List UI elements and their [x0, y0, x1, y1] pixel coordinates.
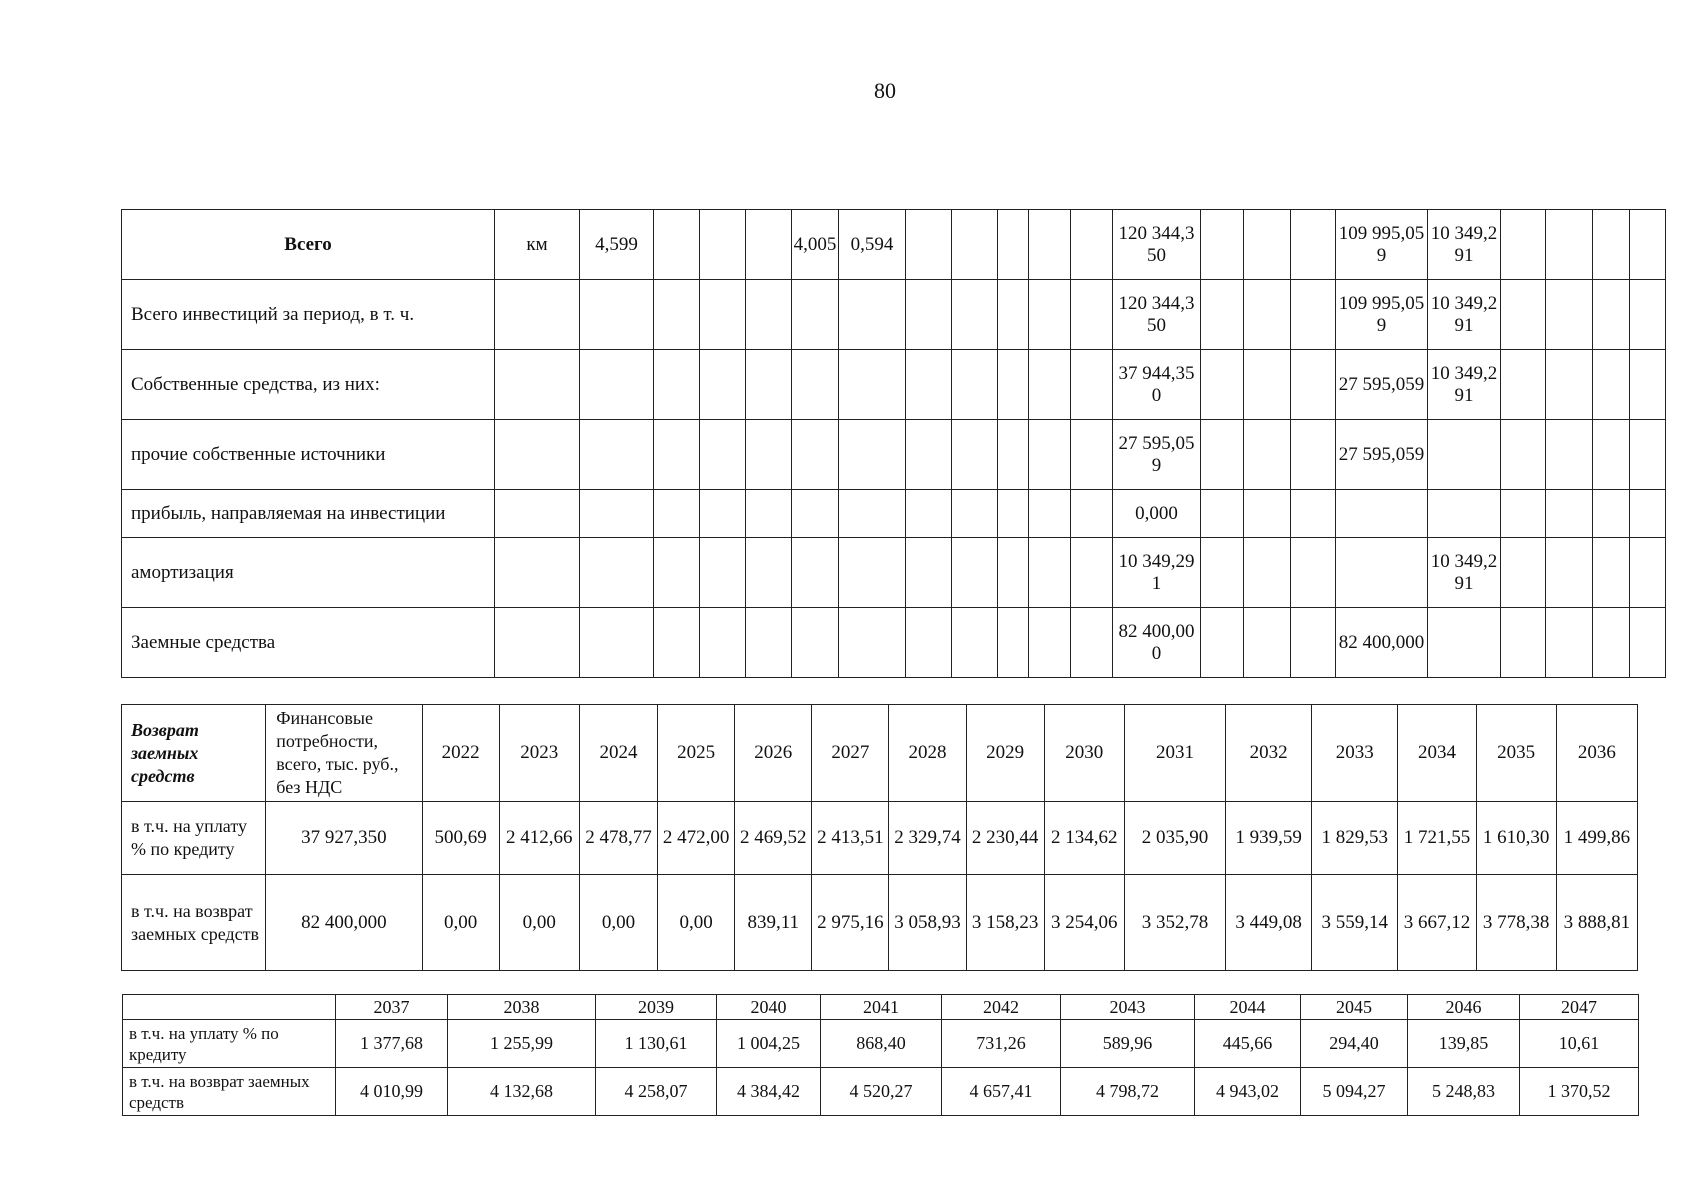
year-header: 2044: [1195, 995, 1301, 1020]
total-cell: 27 595,059: [1113, 420, 1201, 490]
unit-cell: [495, 608, 580, 678]
value-cell: 2 329,74: [889, 802, 966, 875]
value-cell: 2 035,90: [1124, 802, 1225, 875]
value-cell: [1593, 210, 1630, 280]
value-cell: 1 939,59: [1226, 802, 1312, 875]
value-cell: [952, 280, 998, 350]
value-cell: [700, 350, 746, 420]
value-cell: [1244, 210, 1291, 280]
value-cell: [1546, 350, 1593, 420]
value-cell: 2 478,77: [579, 802, 657, 875]
value-cell: 1 004,25: [717, 1020, 821, 1068]
value-cell: [839, 350, 906, 420]
value-cell: [1071, 210, 1113, 280]
value-cell: 4 132,68: [448, 1068, 596, 1116]
value-cell: 4 010,99: [336, 1068, 448, 1116]
table-header-row: [122, 705, 1638, 802]
value-cell: [952, 350, 998, 420]
total-cell: 82 400,000: [266, 875, 422, 971]
year-header: 2026: [735, 705, 812, 802]
value-cell: 3 888,81: [1556, 875, 1637, 971]
unit-cell: [495, 420, 580, 490]
year-header: 2038: [448, 995, 596, 1020]
value-cell: 589,96: [1061, 1020, 1195, 1068]
unit-cell: [495, 280, 580, 350]
value-cell: [998, 210, 1029, 280]
value-cell: [1630, 350, 1666, 420]
total-cell: 120 344,350: [1113, 280, 1201, 350]
value-cell: [1630, 538, 1666, 608]
value-cell: [906, 280, 952, 350]
value-cell: [1029, 608, 1071, 678]
value-cell-2034: 10 349,291: [1428, 280, 1501, 350]
value-cell: 3 667,12: [1398, 875, 1476, 971]
year-header: 2031: [1124, 705, 1225, 802]
value-cell: [1291, 210, 1336, 280]
value-cell: 2 975,16: [812, 875, 889, 971]
row-label: Всего: [122, 210, 495, 280]
value-cell: 1 130,61: [596, 1020, 717, 1068]
value-cell-2034: 10 349,291: [1428, 538, 1501, 608]
value-cell: 4 258,07: [596, 1068, 717, 1116]
value-cell: [839, 490, 906, 538]
value-cell: 4 657,41: [942, 1068, 1061, 1116]
value-cell: [1501, 280, 1546, 350]
value-cell: [1593, 490, 1630, 538]
value-cell: 839,11: [735, 875, 812, 971]
total-cell: 37 944,350: [1113, 350, 1201, 420]
value-cell-2033: 109 995,059: [1336, 280, 1428, 350]
value-cell: [1291, 538, 1336, 608]
value-cell: 3 254,06: [1044, 875, 1124, 971]
year-header: 2045: [1301, 995, 1408, 1020]
corner-header: Возврат заемных средств: [122, 705, 266, 802]
value-cell: 294,40: [1301, 1020, 1408, 1068]
value-cell: [839, 608, 906, 678]
value-cell: [1593, 608, 1630, 678]
value-cell: 445,66: [1195, 1020, 1301, 1068]
value-cell: [580, 420, 654, 490]
value-cell-2033: 27 595,059: [1336, 420, 1428, 490]
value-cell-2033: 109 995,059: [1336, 210, 1428, 280]
year-header: 2042: [942, 995, 1061, 1020]
value-cell: [746, 538, 792, 608]
year-header: 2037: [336, 995, 448, 1020]
value-cell: [654, 420, 700, 490]
value-cell-2033: [1336, 538, 1428, 608]
value-cell: [700, 608, 746, 678]
value-cell: [1244, 350, 1291, 420]
page-number: 80: [874, 78, 896, 103]
table-header-row: [123, 995, 1639, 1020]
value-cell: [998, 608, 1029, 678]
value-cell: [1593, 420, 1630, 490]
value-cell: [1029, 538, 1071, 608]
value-cell: [1291, 608, 1336, 678]
row-label: в т.ч. на уплату % по кредиту: [122, 802, 266, 875]
value-cell: [1244, 280, 1291, 350]
value-cell: [580, 608, 654, 678]
table-row: [123, 1020, 1639, 1068]
value-cell: [792, 490, 839, 538]
value-cell: [839, 538, 906, 608]
year-header: 2027: [812, 705, 889, 802]
total-cell: 82 400,000: [1113, 608, 1201, 678]
value-cell: [580, 490, 654, 538]
value-cell: [1546, 490, 1593, 538]
table-row: [122, 420, 1666, 490]
value-cell: [746, 210, 792, 280]
year-header: 2028: [889, 705, 966, 802]
value-cell: [1546, 280, 1593, 350]
value-cell: [1593, 538, 1630, 608]
value-cell: [746, 608, 792, 678]
value-cell: [1291, 350, 1336, 420]
value-cell: 2 134,62: [1044, 802, 1124, 875]
value-cell: [792, 420, 839, 490]
year-header: 2029: [966, 705, 1044, 802]
unit-cell: км: [495, 210, 580, 280]
value-cell: [1201, 210, 1244, 280]
value-cell: 868,40: [821, 1020, 942, 1068]
value-cell: [1244, 490, 1291, 538]
value-cell: 500,69: [422, 802, 499, 875]
value-cell: [580, 350, 654, 420]
unit-cell: [495, 490, 580, 538]
table-row: [122, 802, 1638, 875]
value-cell: 3 449,08: [1226, 875, 1312, 971]
value-cell: [580, 538, 654, 608]
value-cell: [1244, 608, 1291, 678]
value-cell: [1071, 490, 1113, 538]
value-cell: 3 352,78: [1124, 875, 1225, 971]
table-row: [122, 538, 1666, 608]
value-cell: [998, 538, 1029, 608]
value-cell: [1501, 350, 1546, 420]
value-cell: [1630, 490, 1666, 538]
value-cell: 0,00: [422, 875, 499, 971]
value-cell: [906, 490, 952, 538]
value-cell: [746, 420, 792, 490]
value-cell: [1201, 538, 1244, 608]
value-cell: [700, 490, 746, 538]
value-cell: [1593, 280, 1630, 350]
value-cell: 731,26: [942, 1020, 1061, 1068]
value-cell: [1029, 490, 1071, 538]
value-cell: [1201, 608, 1244, 678]
value-cell: [952, 490, 998, 538]
value-cell: [792, 280, 839, 350]
value-cell: [700, 538, 746, 608]
year-header: 2043: [1061, 995, 1195, 1020]
year-header: 2024: [579, 705, 657, 802]
total-cell: 10 349,291: [1113, 538, 1201, 608]
value-cell: [654, 490, 700, 538]
value-cell-2034: [1428, 420, 1501, 490]
value-cell: [1029, 210, 1071, 280]
year-header: 2039: [596, 995, 717, 1020]
value-cell: [998, 420, 1029, 490]
row-label: в т.ч. на возврат заемных средств: [122, 875, 266, 971]
row-label: Собственные средства, из них:: [122, 350, 495, 420]
value-cell: [1029, 420, 1071, 490]
value-cell: 5 248,83: [1408, 1068, 1520, 1116]
value-cell: 1 499,86: [1556, 802, 1637, 875]
value-cell: [746, 490, 792, 538]
year-header: 2034: [1398, 705, 1476, 802]
year-header: 2046: [1408, 995, 1520, 1020]
value-cell: 1 610,30: [1476, 802, 1556, 875]
row-label: в т.ч. на уплату % по кредиту: [123, 1020, 336, 1068]
value-cell: [1029, 350, 1071, 420]
unit-cell: [495, 350, 580, 420]
value-cell: [906, 350, 952, 420]
value-cell: 0,00: [499, 875, 579, 971]
value-cell: [792, 538, 839, 608]
value-cell-2034: [1428, 490, 1501, 538]
year-header: 2023: [499, 705, 579, 802]
value-cell: 4 798,72: [1061, 1068, 1195, 1116]
value-cell: [1071, 280, 1113, 350]
value-cell: [1630, 280, 1666, 350]
row-label: прибыль, направляемая на инвестиции: [122, 490, 495, 538]
value-cell: 5 094,27: [1301, 1068, 1408, 1116]
value-cell: 0,594: [839, 210, 906, 280]
value-cell: [654, 608, 700, 678]
value-cell: [1071, 420, 1113, 490]
value-cell: 2 472,00: [658, 802, 735, 875]
year-header: 2040: [717, 995, 821, 1020]
year-header: 2030: [1044, 705, 1124, 802]
value-cell: [654, 280, 700, 350]
value-cell: [1593, 350, 1630, 420]
value-cell: [1244, 538, 1291, 608]
table-row: [122, 608, 1666, 678]
value-cell: [1201, 280, 1244, 350]
value-cell-2033: [1336, 490, 1428, 538]
value-cell: 2 412,66: [499, 802, 579, 875]
value-cell: 1 255,99: [448, 1020, 596, 1068]
value-cell: [700, 420, 746, 490]
value-cell: [1546, 538, 1593, 608]
total-cell: 37 927,350: [266, 802, 422, 875]
value-cell: [1244, 420, 1291, 490]
year-header: 2025: [658, 705, 735, 802]
value-cell: [654, 538, 700, 608]
value-cell: 2 230,44: [966, 802, 1044, 875]
value-cell: [1630, 608, 1666, 678]
total-cell: 120 344,350: [1113, 210, 1201, 280]
value-cell: [839, 280, 906, 350]
value-cell: [1291, 420, 1336, 490]
total-cell: 0,000: [1113, 490, 1201, 538]
value-cell: [839, 420, 906, 490]
value-cell: [1501, 538, 1546, 608]
year-header: 2041: [821, 995, 942, 1020]
value-cell: 1 377,68: [336, 1020, 448, 1068]
value-cell: 1 370,52: [1520, 1068, 1639, 1116]
value-cell: [746, 350, 792, 420]
year-header: 2047: [1520, 995, 1639, 1020]
value-cell: [580, 280, 654, 350]
value-cell: 3 559,14: [1312, 875, 1398, 971]
value-cell: [906, 608, 952, 678]
table-row: [122, 875, 1638, 971]
value-cell: 3 158,23: [966, 875, 1044, 971]
value-cell: [700, 280, 746, 350]
value-cell: [1630, 210, 1666, 280]
value-cell: [952, 608, 998, 678]
value-cell: [654, 350, 700, 420]
value-cell: [1201, 490, 1244, 538]
value-cell: [792, 608, 839, 678]
year-header: 2032: [1226, 705, 1312, 802]
value-cell: [1501, 490, 1546, 538]
value-cell-2034: 10 349,291: [1428, 210, 1501, 280]
value-cell: [906, 538, 952, 608]
value-cell: [1630, 420, 1666, 490]
row-label: Всего инвестиций за период, в т. ч.: [122, 280, 495, 350]
row-label: в т.ч. на возврат заемных средств: [123, 1068, 336, 1116]
value-cell: 3 058,93: [889, 875, 966, 971]
value-cell: [1546, 608, 1593, 678]
value-cell: [1029, 280, 1071, 350]
value-cell: 0,00: [658, 875, 735, 971]
year-header: 2022: [422, 705, 499, 802]
value-cell-2034: [1428, 608, 1501, 678]
value-cell-2033: 27 595,059: [1336, 350, 1428, 420]
value-cell: [1546, 420, 1593, 490]
value-cell: [998, 490, 1029, 538]
table-row: [122, 280, 1666, 350]
value-cell: [1201, 420, 1244, 490]
value-cell: 4,005: [792, 210, 839, 280]
value-cell: [1071, 538, 1113, 608]
value-cell: [746, 280, 792, 350]
table-row: [123, 1068, 1639, 1116]
value-cell: [654, 210, 700, 280]
year-header: 2033: [1312, 705, 1398, 802]
row-label: прочие собственные источники: [122, 420, 495, 490]
fin-needs-header: Финансовые потребности, всего, тыс. руб., без НДС: [266, 705, 422, 802]
value-cell: 139,85: [1408, 1020, 1520, 1068]
value-cell: 0,00: [579, 875, 657, 971]
investment-table: [121, 209, 1666, 678]
value-cell: [952, 538, 998, 608]
value-cell: [906, 210, 952, 280]
value-cell: [1291, 490, 1336, 538]
value-cell: [952, 420, 998, 490]
value-cell: 4 384,42: [717, 1068, 821, 1116]
value-cell: 2 413,51: [812, 802, 889, 875]
value-cell: [998, 350, 1029, 420]
table-row: [122, 490, 1666, 538]
value-cell: [1071, 608, 1113, 678]
value-cell: 10,61: [1520, 1020, 1639, 1068]
loan-repayment-table-continued: [122, 994, 1639, 1116]
value-cell: 1 721,55: [1398, 802, 1476, 875]
value-cell: [700, 210, 746, 280]
value-cell: [998, 280, 1029, 350]
table-row: [122, 350, 1666, 420]
value-cell: [792, 350, 839, 420]
value-cell: [1071, 350, 1113, 420]
row-label: Заемные средства: [122, 608, 495, 678]
value-cell-2033: 82 400,000: [1336, 608, 1428, 678]
year-header: 2035: [1476, 705, 1556, 802]
value-cell: [1501, 420, 1546, 490]
value-cell: [1546, 210, 1593, 280]
value-cell: 2 469,52: [735, 802, 812, 875]
unit-cell: [495, 538, 580, 608]
value-cell: 4 520,27: [821, 1068, 942, 1116]
table-row: [122, 210, 1666, 280]
value-cell: [1501, 210, 1546, 280]
value-cell: 4,599: [580, 210, 654, 280]
value-cell: 3 778,38: [1476, 875, 1556, 971]
value-cell: 4 943,02: [1195, 1068, 1301, 1116]
value-cell: [1501, 608, 1546, 678]
value-cell: [952, 210, 998, 280]
loan-repayment-table: [121, 704, 1638, 971]
value-cell: [906, 420, 952, 490]
empty-header-cell: [123, 995, 336, 1020]
year-header: 2036: [1556, 705, 1637, 802]
value-cell: [1201, 350, 1244, 420]
value-cell: 1 829,53: [1312, 802, 1398, 875]
row-label: амортизация: [122, 538, 495, 608]
value-cell-2034: 10 349,291: [1428, 350, 1501, 420]
value-cell: [1291, 280, 1336, 350]
